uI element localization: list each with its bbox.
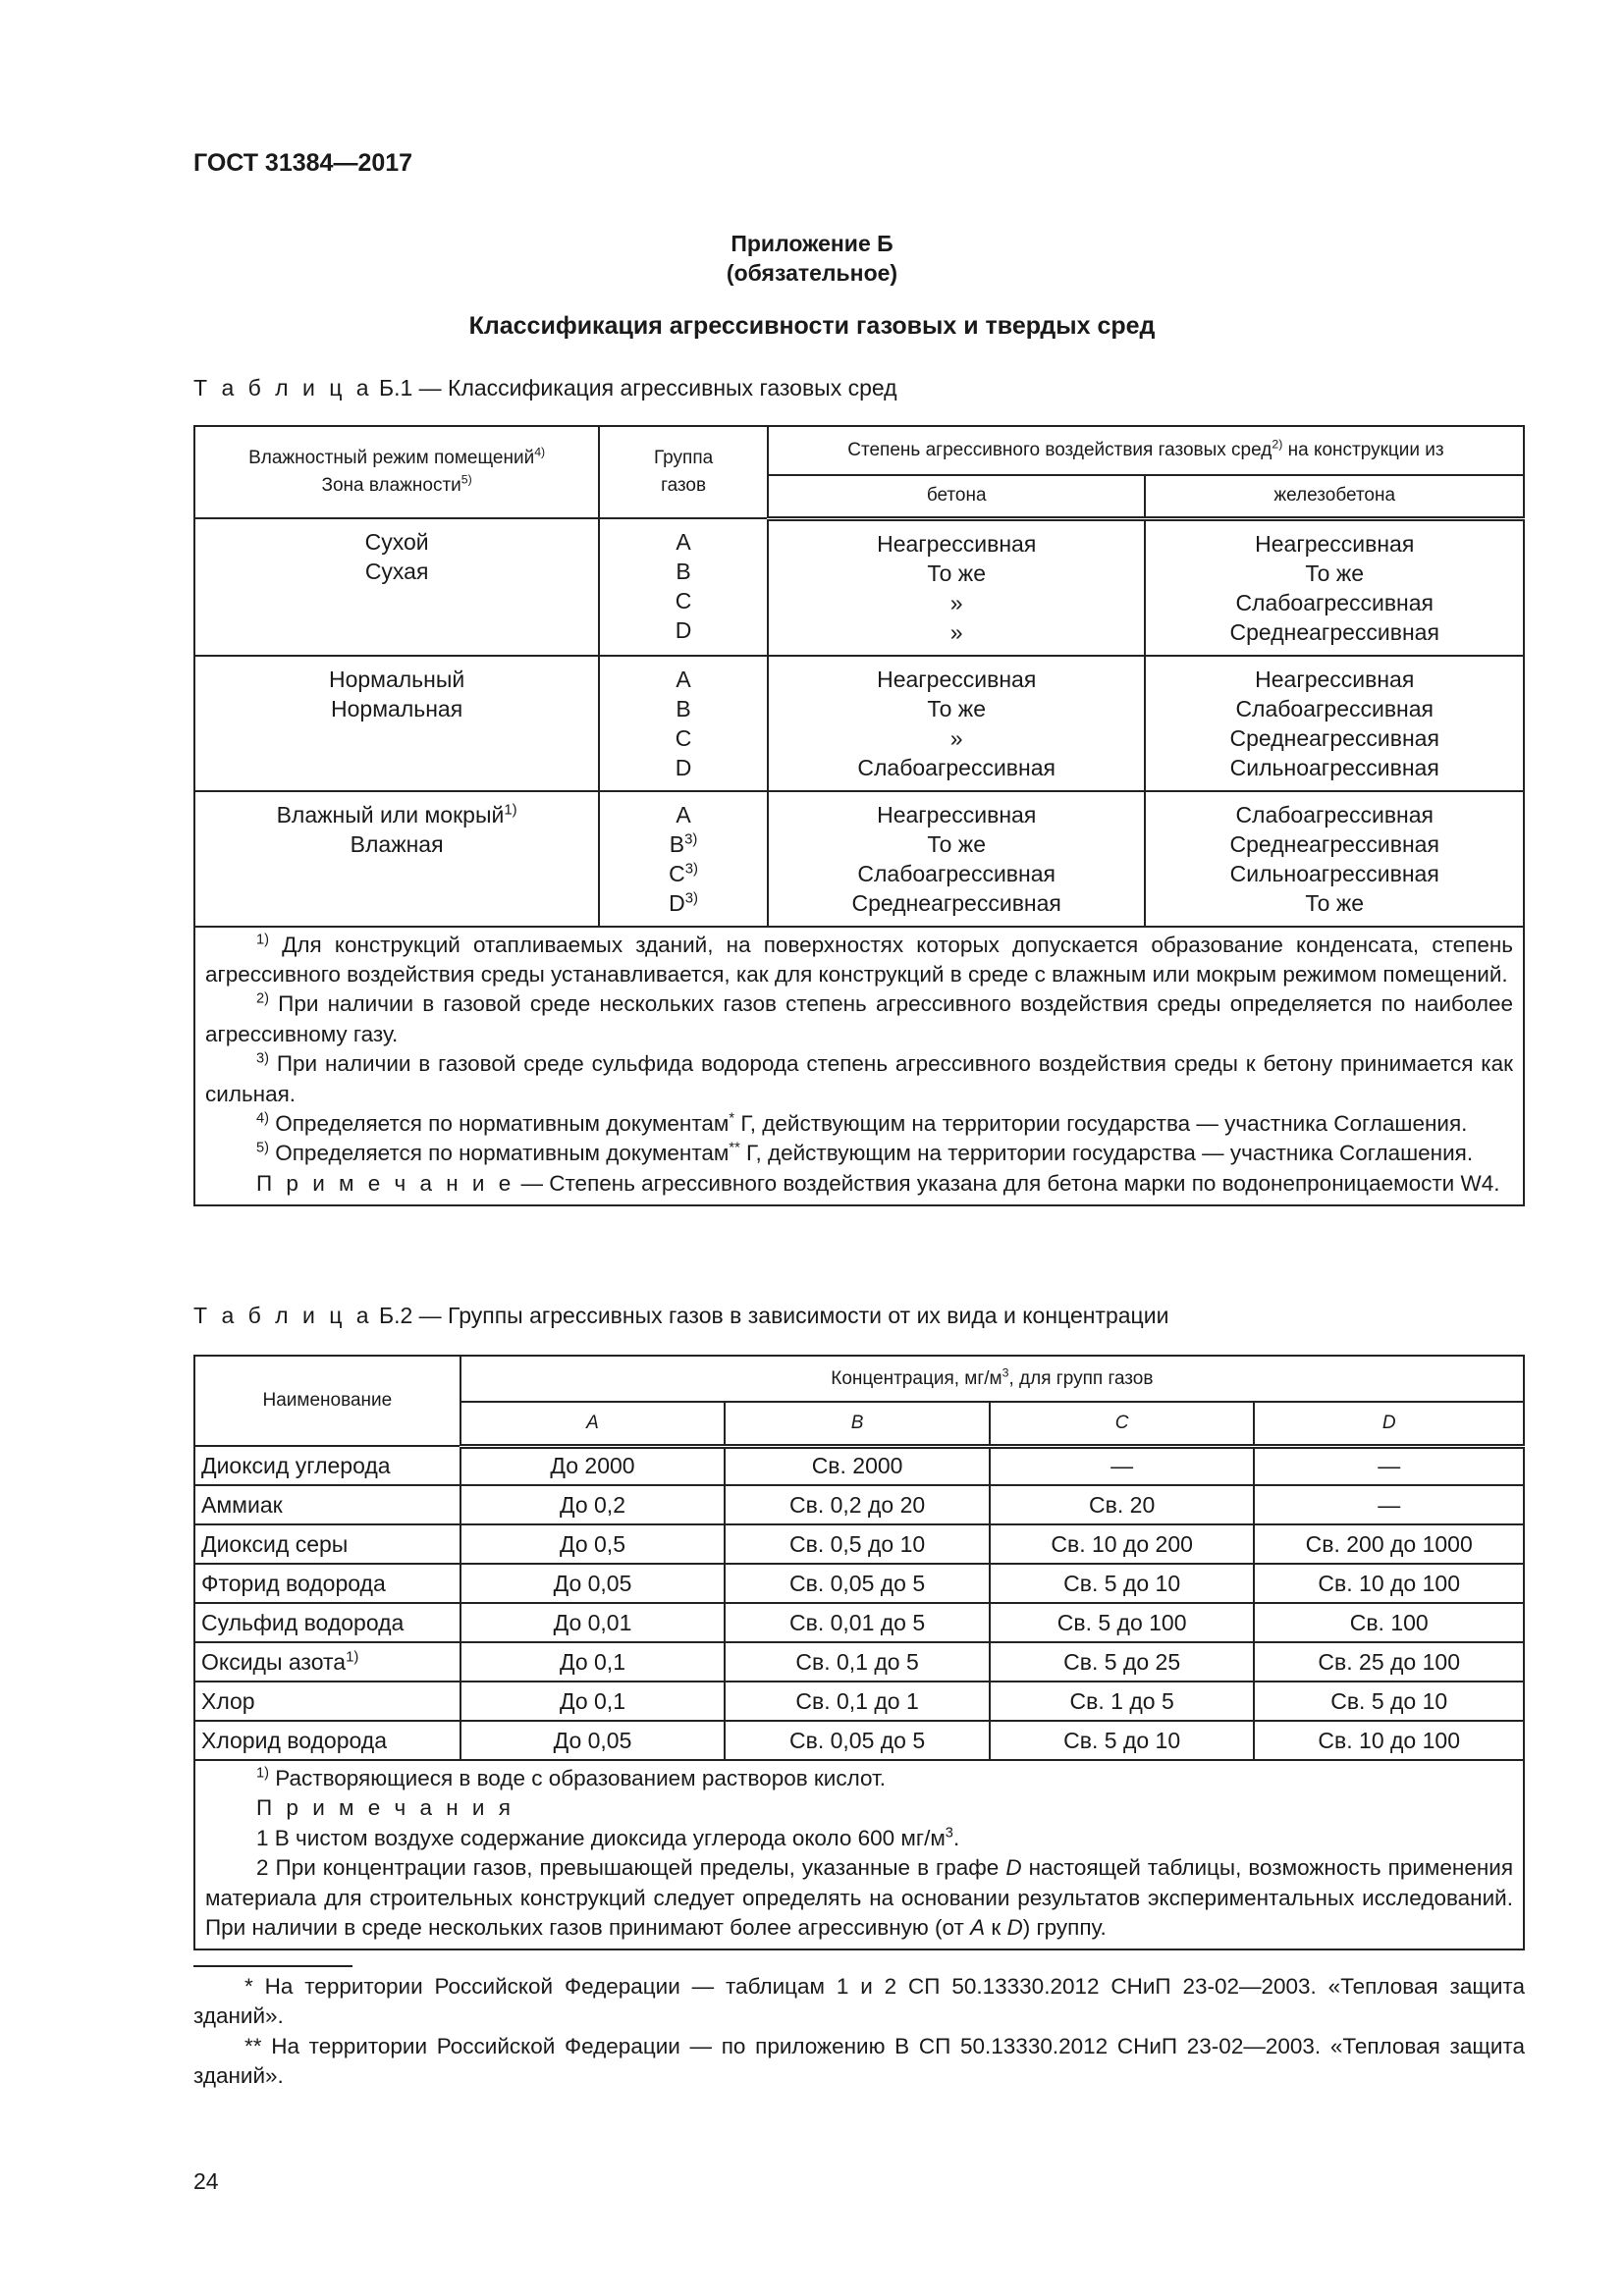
- gas-name: Хлор: [194, 1682, 460, 1721]
- table-row: [194, 1721, 1524, 1760]
- conc-b: Св. 2000: [725, 1446, 990, 1485]
- conc-a: До 0,1: [460, 1682, 726, 1721]
- table2-caption: [193, 1303, 1168, 1329]
- conc-b: Св. 0,2 до 20: [725, 1485, 990, 1524]
- concrete-cell: Неагрессивная То же » »: [768, 518, 1146, 656]
- rc-cell: Неагрессивная То же Слабоагрессивная Среднеагрессивная: [1145, 518, 1524, 656]
- conc-a: До 0,05: [460, 1721, 726, 1760]
- table2-head-group-c: C: [990, 1402, 1255, 1446]
- table1-note-1: $^{1)}$ Для конструкций отапливаемых зданий, на поверхностях которых допускается образование конденсата, степень агрессивного воздействия среды устанавливается, как для конструкций в среде с влажным или мокрым режимом помещений.: [205, 932, 1513, 987]
- page-number: 24: [193, 2168, 219, 2194]
- table2-caption-text: Б.2 — Группы агрессивных газов в зависимости от их вида и концентрации: [378, 1303, 1169, 1328]
- conc-d: Св. 5 до 10: [1254, 1682, 1524, 1721]
- table2-notes: [194, 1760, 1524, 1949]
- table2-remark-1: 1 В чистом воздухе содержание диоксида углерода около 600 $мг/м^3$.: [256, 1825, 960, 1850]
- footnote-1: * На территории Российской Федерации — таблицам 1 и 2 СП 50.13330.2012 СНиП 23-02—2003. «Тепловая защита зданий».: [193, 1974, 1525, 2029]
- table1-notes: [194, 927, 1524, 1206]
- conc-a: До 0,5: [460, 1524, 726, 1564]
- table1-caption: [193, 375, 897, 401]
- table-row: [194, 1603, 1524, 1642]
- conc-d: —: [1254, 1446, 1524, 1485]
- table1-note-2: $^{2)}$ При наличии в газовой среде нескольких газов степень агрессивного воздействия среды определяется по наиболее агрессивному газу.: [205, 990, 1513, 1046]
- conc-b: Св. 0,05 до 5: [725, 1721, 990, 1760]
- conc-a: До 0,2: [460, 1485, 726, 1524]
- table1-head-group: Группа газов: [599, 426, 768, 518]
- conc-d: —: [1254, 1485, 1524, 1524]
- appendix-status: (обязательное): [726, 260, 898, 286]
- group-cell: A B C D: [599, 656, 768, 791]
- table2-head-group-d: D: [1254, 1402, 1524, 1446]
- table-row: [194, 1524, 1524, 1564]
- gas-name: Хлорид водорода: [194, 1721, 460, 1760]
- conc-c: Св. 5 до 100: [990, 1603, 1255, 1642]
- conc-a: До 0,01: [460, 1603, 726, 1642]
- group-cell: A $B^{3)}$ $C^{3)}$ $D^{3)}$: [599, 791, 768, 927]
- table-row: [194, 1642, 1524, 1682]
- table-row: [194, 791, 1524, 927]
- footnote-separator: [193, 1965, 352, 1967]
- conc-b: Св. 0,05 до 5: [725, 1564, 990, 1603]
- table1-caption-text: Б.1 — Классификация агрессивных газовых сред: [378, 375, 897, 400]
- conc-c: Св. 5 до 10: [990, 1564, 1255, 1603]
- table1-note-3: $^{3)}$ При наличии в газовой среде сульфида водорода степень агрессивного воздействия среды к бетону принимается как сильная.: [205, 1050, 1513, 1106]
- table1-remark: П р и м е ч а н и е — Степень агрессивного воздействия указана для бетона марки по водонепроницаемости W4.: [256, 1170, 1500, 1196]
- appendix-heading: [0, 229, 1624, 288]
- table1-head-mode: Влажностный режим помещений$^{4)}$ Зона влажности$^{5)}$: [194, 426, 599, 518]
- concrete-cell: Неагрессивная То же » Слабоагрессивная: [768, 656, 1146, 791]
- conc-c: Св. 1 до 5: [990, 1682, 1255, 1721]
- conc-d: Св. 25 до 100: [1254, 1642, 1524, 1682]
- document-header: ГОСТ 31384—2017: [193, 149, 413, 177]
- table2: [193, 1355, 1525, 1950]
- table2-caption-prefix: Т а б л и ц а: [193, 1303, 373, 1328]
- gas-name: Аммиак: [194, 1485, 460, 1524]
- appendix-title: Приложение Б: [731, 231, 893, 256]
- conc-a: До 0,05: [460, 1564, 726, 1603]
- table2-head-name: Наименование: [194, 1356, 460, 1446]
- table-row: [194, 656, 1524, 791]
- table2-head-group-b: B: [725, 1402, 990, 1446]
- section-title: Классификация агрессивности газовых и твердых сред: [468, 312, 1156, 340]
- conc-a: До 0,1: [460, 1642, 726, 1682]
- table2-note-1: $^{1)}$ Растворяющиеся в воде с образованием растворов кислот.: [256, 1765, 887, 1790]
- conc-b: Св. 0,1 до 5: [725, 1642, 990, 1682]
- conc-d: Св. 200 до 1000: [1254, 1524, 1524, 1564]
- table1-caption-prefix: Т а б л и ц а: [193, 375, 373, 400]
- table2-head-group-a: A: [460, 1402, 726, 1446]
- table2-remarks-label: П р и м е ч а н и я: [256, 1795, 514, 1821]
- table-row: [194, 518, 1524, 656]
- table-row: [194, 1446, 1524, 1485]
- gas-name: Диоксид серы: [194, 1524, 460, 1564]
- table1-head-concrete: бетона: [768, 475, 1146, 518]
- rc-cell: Слабоагрессивная Среднеагрессивная Сильноагрессивная То же: [1145, 791, 1524, 927]
- conc-c: Св. 5 до 25: [990, 1642, 1255, 1682]
- mode-cell: Нормальный Нормальная: [194, 656, 599, 791]
- table1-head-rc: железобетона: [1145, 475, 1524, 518]
- conc-b: Св. 0,1 до 1: [725, 1682, 990, 1721]
- mode-cell: Влажный или мокрый$^{1)}$ Влажная: [194, 791, 599, 927]
- rc-cell: Неагрессивная Слабоагрессивная Среднеагрессивная Сильноагрессивная: [1145, 656, 1524, 791]
- conc-c: —: [990, 1446, 1255, 1485]
- conc-a: До 2000: [460, 1446, 726, 1485]
- gas-name: Сульфид водорода: [194, 1603, 460, 1642]
- conc-c: Св. 5 до 10: [990, 1721, 1255, 1760]
- footnote-2: ** На территории Российской Федерации — по приложению В СП 50.13330.2012 СНиП 23-02—2003. «Тепловая защита зданий».: [193, 2034, 1525, 2089]
- conc-b: Св. 0,01 до 5: [725, 1603, 990, 1642]
- conc-d: Св. 10 до 100: [1254, 1564, 1524, 1603]
- mode-cell: Сухой Сухая: [194, 518, 599, 656]
- table2-head-conc: Концентрация, $мг/м^3$, для групп газов: [460, 1356, 1524, 1402]
- conc-c: Св. 20: [990, 1485, 1255, 1524]
- group-cell: A B C D: [599, 518, 768, 656]
- conc-c: Св. 10 до 200: [990, 1524, 1255, 1564]
- table2-remark-2: 2 При концентрации газов, превышающей пределы, указанные в графе D настоящей таблицы, возможность применения материала для строительных конструкций следует определять на основании результатов экспериментальных исследований. При наличии в среде нескольких газов принимают более агрессивную (от A к D) группу.: [205, 1855, 1514, 1941]
- table1-note-4: $^{4)}$ Определяется по нормативным документам* Г, действующим на территории государства — участника Соглашения.: [256, 1110, 1468, 1136]
- table1: [193, 425, 1525, 1206]
- conc-d: Св. 10 до 100: [1254, 1721, 1524, 1760]
- gas-name: Оксиды азота$^{1)}$: [194, 1642, 460, 1682]
- table-row: [194, 1682, 1524, 1721]
- table-row: [194, 1564, 1524, 1603]
- table1-note-5: $^{5)}$ Определяется по нормативным документам** Г, действующим на территории государства — участника Соглашения.: [256, 1140, 1474, 1166]
- concrete-cell: Неагрессивная То же Слабоагрессивная Среднеагрессивная: [768, 791, 1146, 927]
- conc-d: Св. 100: [1254, 1603, 1524, 1642]
- gas-name: Фторид водорода: [194, 1564, 460, 1603]
- table-row: [194, 1485, 1524, 1524]
- table1-head-degree: Степень агрессивного воздействия газовых сред$^{2)}$ на конструкции из: [768, 426, 1524, 475]
- gas-name: Диоксид углерода: [194, 1446, 460, 1485]
- conc-b: Св. 0,5 до 10: [725, 1524, 990, 1564]
